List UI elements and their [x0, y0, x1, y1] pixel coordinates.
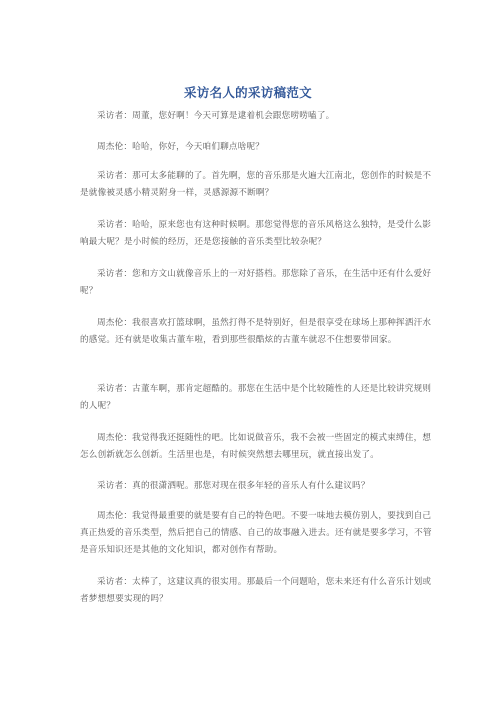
interview-paragraph: 周杰伦：我觉得最重要的就是要有自己的特色吧。不要一味地去模仿别人，要找到自己真正热爱的音乐类型，然后把自己的情感、自己的故事融入进去。还有就是要多学习，不管是音乐知识还是其他的文化知识，都对创作有帮助。 — [80, 511, 432, 555]
interview-paragraph: 采访者：古董车啊，那肯定超酷的。那您在生活中是个比较随性的人还是比较讲究规则的人呢？ — [80, 384, 432, 411]
interview-paragraph: 周杰伦：我觉得我还挺随性的吧。比如说做音乐，我不会被一些固定的模式束缚住，想怎么创新就怎么创新。生活里也是，有时候突然想去哪里玩，就直接出发了。 — [80, 433, 432, 460]
interview-paragraph: 周杰伦：我很喜欢打篮球啊，虽然打得不是特别好，但是很享受在球场上那种挥洒汗水的感觉。还有就是收集古董车啦，看到那些很酷炫的古董车就忍不住想要带回家。 — [80, 318, 432, 345]
interview-paragraph: 采访者：那可太多能聊的了。首先啊，您的音乐那是火遍大江南北，您创作的时候是不是就像被灵感小精灵附身一样，灵感源源不断啊？ — [80, 171, 432, 198]
document-title: 采访名人的采访稿范文 — [183, 85, 312, 100]
interview-paragraph: 采访者：周董，您好啊！今天可算是逮着机会跟您唠唠嗑了。 — [97, 111, 335, 121]
interview-paragraph: 采访者：您和方文山就像音乐上的一对好搭档。那您除了音乐，在生活中还有什么爱好呢？ — [80, 269, 432, 296]
interview-paragraph: 周杰伦：哈哈，你好，今天咱们聊点啥呢？ — [97, 142, 265, 152]
interview-paragraph: 采访者：真的很潇洒呢。那您对现在很多年轻的音乐人有什么建议吗？ — [97, 481, 370, 491]
interview-paragraph: 采访者：太棒了，这建议真的很实用。那最后一个问题哈，您未来还有什么音乐计划或者梦想想要实现的吗？ — [80, 577, 432, 604]
interview-paragraph: 采访者：哈哈，原来您也有这种时候啊。那您觉得您的音乐风格这么独特，是受什么影响最大呢？是小时候的经历，还是您接触的音乐类型比较杂呢？ — [80, 220, 432, 247]
